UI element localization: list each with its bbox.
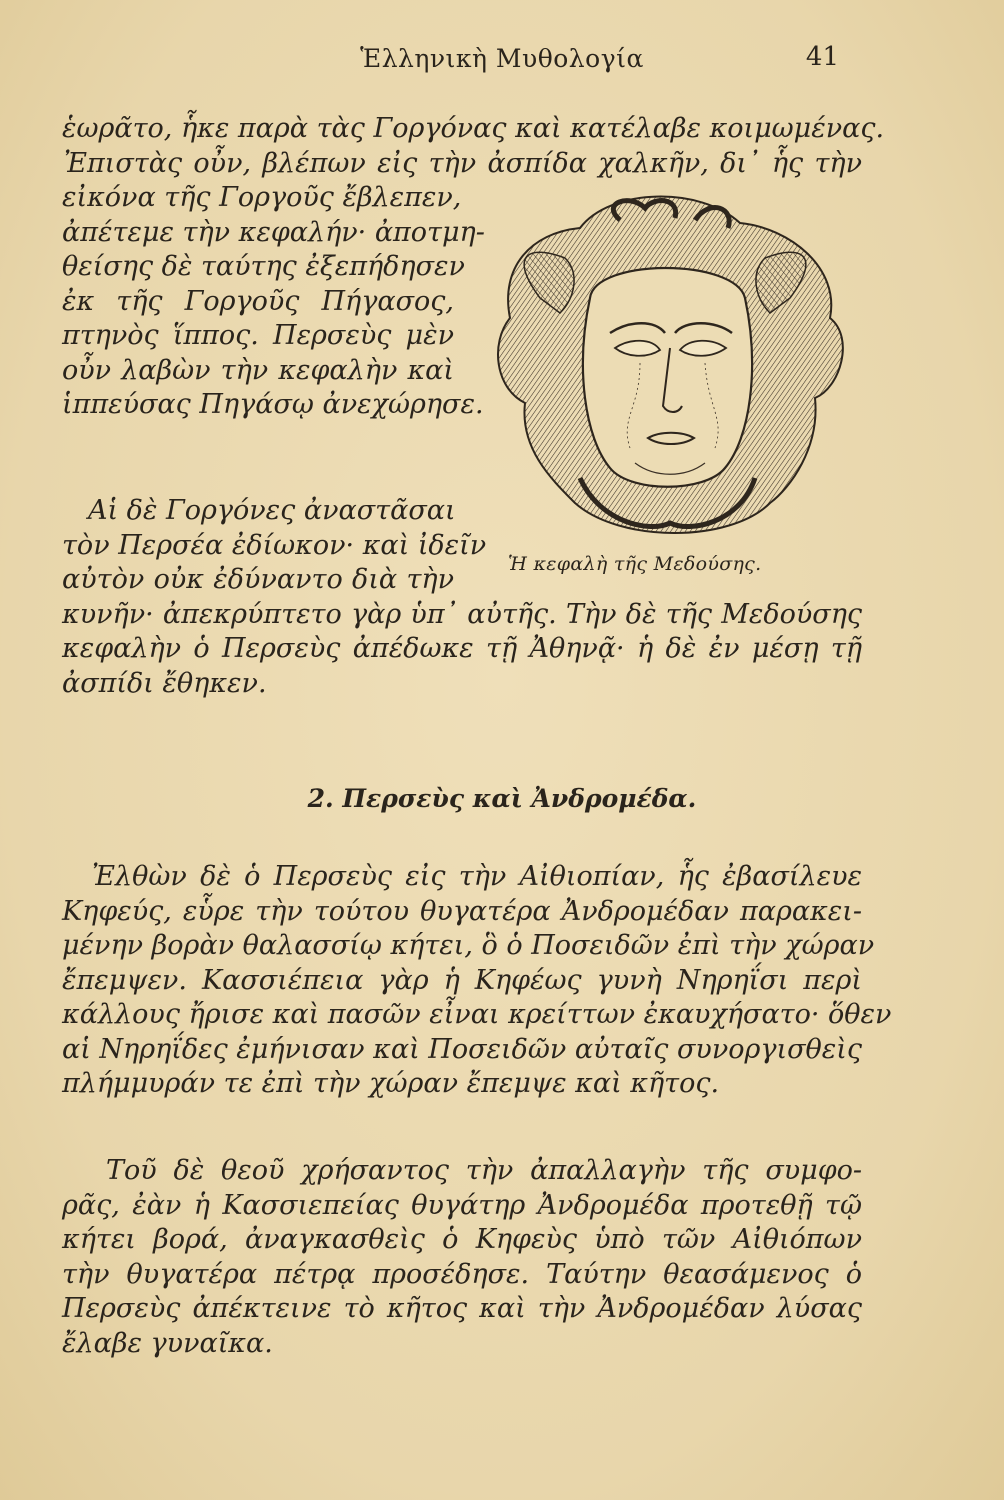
paragraph-3 [62, 860, 892, 1102]
text-line: πτηνὸς ἵππος. Περσεὺς μὲν [62, 320, 454, 351]
text-line: Ἐπιστὰς οὖν, βλέπων εἰς τὴν ἀσπίδα χαλκῆν, δι᾽ ἧς τὴν [64, 147, 862, 179]
text-line: ἀπέτεμε τὴν κεφαλήν· ἀποτμη- [62, 216, 485, 248]
text-line: ἑωρᾶτο, ἧκε παρὰ τὰς Γοργόνας καὶ κατέλαβε κοιμωμένας. [62, 113, 885, 144]
text-line: Τοῦ δὲ θεοῦ χρήσαντος τὴν ἀπαλλαγὴν τῆς συμφο- [106, 1155, 862, 1186]
text-line: κάλλους ἤρισε καὶ πασῶν εἶναι κρείττων ἐκαυχήσατο· ὅθεν [62, 999, 892, 1030]
medusa-figure [470, 148, 860, 588]
text-line: ἀσπίδι ἔθηκεν. [62, 667, 267, 699]
text-line: ἔπεμψεν. Κασσιέπεια γὰρ ἡ Κηφέως γυνὴ Νηρηΐσι περὶ [62, 964, 862, 996]
text-line: εἰκόνα τῆς Γοργοῦς ἔβλεπεν, [62, 182, 462, 213]
text-line: ρᾶς, ἐὰν ἡ Κασσιεπείας θυγάτηρ Ἀνδρομέδα προτεθῇ τῷ [62, 1189, 862, 1221]
text-line: κυνῆν· ἀπεκρύπτετο γὰρ ὑπ᾽ αὐτῆς. Τὴν δὲ τῆς Μεδούσης [62, 598, 862, 630]
text-line: κεφαλὴν ὁ Περσεὺς ἀπέδωκε τῇ Ἀθηνᾷ· ἡ δὲ ἐν μέσῃ τῇ [62, 633, 862, 664]
text-line: θείσης δὲ ταύτης ἐξεπήδησεν [62, 251, 465, 282]
text-line: αὐτὸν οὐκ ἐδύναντο διὰ τὴν [62, 564, 454, 595]
text-line: Ἐλθὼν δὲ ὁ Περσεὺς εἰς τὴν Αἰθιοπίαν, ἧς ἐβασίλευε [92, 861, 862, 892]
text-line: κήτει βορά, ἀναγκασθεὶς ὁ Κηφεὺς ὑπὸ τῶν Αἰθιόπων [62, 1224, 862, 1255]
text-line: Περσεὺς ἀπέκτεινε τὸ κῆτος καὶ τὴν Ἀνδρομέδαν λύσας [62, 1293, 862, 1324]
text-line: τὸν Περσέα ἐδίωκον· καὶ ἰδεῖν [62, 529, 487, 561]
text-line: οὖν λαβὼν τὴν κεφαλὴν καὶ [62, 354, 454, 386]
page-number: 41 [805, 42, 839, 72]
figure-caption: Ἡ κεφαλὴ τῆς Μεδούσης. [508, 553, 762, 575]
text-line: ἔλαβε γυναῖκα. [62, 1327, 273, 1359]
text-line: αἱ Νηρηΐδες ἐμήνισαν καὶ Ποσειδῶν αὐταῖς συνοργισθεὶς [62, 1033, 862, 1065]
section-heading: 2. Περσεὺς καὶ Ἀνδρομέδα. [307, 784, 697, 813]
running-title: Ἑλληνικὴ Μυθολογία [360, 44, 644, 73]
medusa-head-engraving-icon [470, 148, 860, 548]
text-line: ἱππεύσας Πηγάσῳ ἀνεχώρησε. [62, 389, 484, 420]
text-line: πλήμμυράν τε ἐπὶ τὴν χώραν ἔπεμψε καὶ κῆτος. [62, 1068, 720, 1099]
text-line: τὴν θυγατέρα πέτρᾳ προσέδησε. Ταύτην θεασάμενος ὁ [62, 1258, 862, 1290]
text-line: Αἱ δὲ Γοργόνες ἀναστᾶσαι [88, 495, 456, 526]
paragraph-4 [62, 1154, 862, 1361]
text-line: μένην βορὰν θαλασσίῳ κήτει, ὃ ὁ Ποσειδῶν ἐπὶ τὴν χώραν [62, 930, 875, 961]
text-line: ἐκ τῆς Γοργοῦς Πήγασος, [62, 285, 454, 317]
text-line: Κηφεύς, εὗρε τὴν τούτου θυγατέρα Ἀνδρομέδαν παρακει- [62, 895, 862, 927]
